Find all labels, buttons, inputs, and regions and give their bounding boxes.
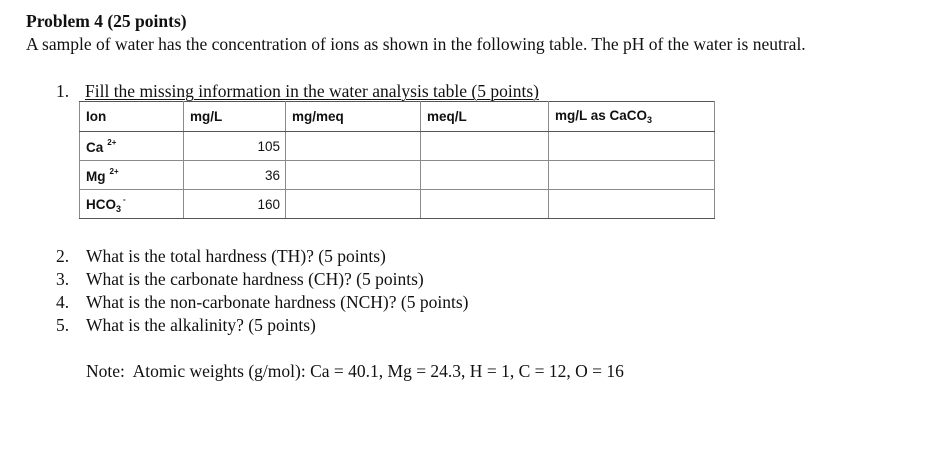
mg-per-l-cell: 36: [184, 161, 286, 190]
header-mg-per-meq: mg/meq: [286, 102, 421, 132]
question-text: What is the carbonate hardness (CH)? (5 points): [86, 269, 424, 289]
mg-per-l-as-caco3-cell: [549, 132, 715, 161]
ion-symbol: HCO: [86, 196, 116, 212]
question-text: What is the alkalinity? (5 points): [86, 315, 316, 335]
ion-symbol: Ca: [86, 139, 104, 155]
mg-per-meq-cell: [286, 132, 421, 161]
question-number: 4.: [56, 292, 70, 312]
question-number: 1.: [56, 81, 70, 101]
meq-per-l-cell: [421, 161, 549, 190]
question-1: [56, 80, 539, 102]
header-caco3-label: mg/L as CaCO: [555, 108, 648, 123]
table-row: [80, 190, 715, 219]
ion-charge: -: [123, 194, 126, 204]
mg-per-meq-cell: [286, 190, 421, 219]
mg-per-meq-cell: [286, 161, 421, 190]
meq-per-l-cell: [421, 132, 549, 161]
meq-per-l-cell: [421, 190, 549, 219]
question-text: Fill the missing information in the water analysis table (5 points): [85, 81, 539, 101]
mg-per-l-cell: 105: [184, 132, 286, 161]
problem-title: Problem 4 (25 points): [26, 11, 187, 31]
question-5: [56, 314, 468, 337]
question-text: What is the non-carbonate hardness (NCH)? (5 points): [86, 292, 469, 312]
question-number: 2.: [56, 246, 70, 266]
ion-symbol: Mg: [86, 168, 106, 184]
table-row: [80, 132, 715, 161]
question-number: 5.: [56, 315, 70, 335]
question-2: [56, 245, 468, 268]
atomic-weights-note: Note: Atomic weights (g/mol): Ca = 40.1, Mg = 24.3, H = 1, C = 12, O = 16: [86, 361, 624, 381]
question-list: [56, 245, 468, 337]
question-text: What is the total hardness (TH)? (5 points): [86, 246, 386, 266]
table-header-row: [80, 102, 715, 132]
ion-cell: [80, 132, 184, 161]
mg-per-l-cell: 160: [184, 190, 286, 219]
ion-charge: 2+: [109, 166, 119, 176]
question-4: [56, 291, 468, 314]
ion-charge: 2+: [107, 137, 117, 147]
header-meq-per-l: meq/L: [421, 102, 549, 132]
question-3: [56, 268, 468, 291]
header-ion: Ion: [80, 102, 184, 132]
header-mg-per-l-as-caco3: [549, 102, 715, 132]
ion-cell: [80, 190, 184, 219]
mg-per-l-as-caco3-cell: [549, 190, 715, 219]
ion-subscript: 3: [116, 203, 122, 214]
table-row: [80, 161, 715, 190]
ion-cell: [80, 161, 184, 190]
problem-intro: A sample of water has the concentration of ions as shown in the following table. The pH of the water is neutral.: [26, 34, 806, 54]
mg-per-l-as-caco3-cell: [549, 161, 715, 190]
water-analysis-table: [79, 101, 715, 219]
header-mg-per-l: mg/L: [184, 102, 286, 132]
question-number: 3.: [56, 269, 70, 289]
header-caco3-subscript: 3: [647, 115, 653, 125]
